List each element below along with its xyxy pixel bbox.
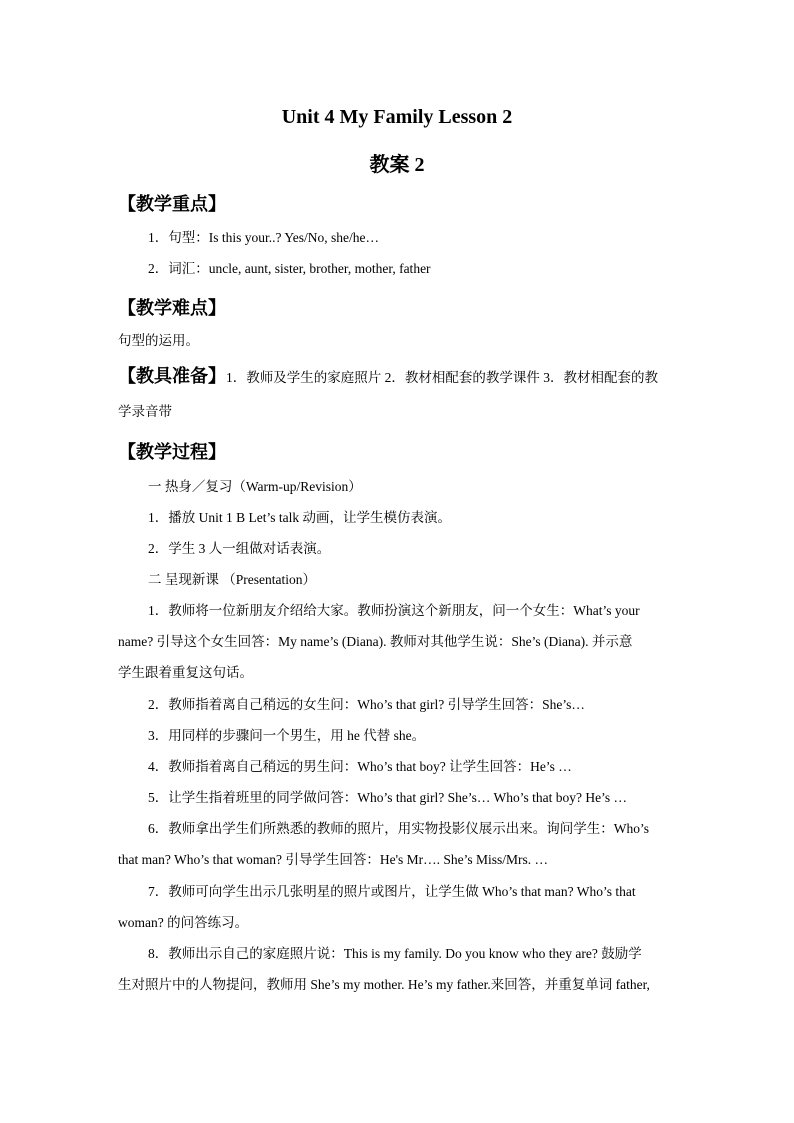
process-heading: 【教学过程】 [118, 442, 226, 462]
document-subtitle: 教案 2 [369, 154, 425, 176]
process-line: that man? Who’s that woman? 引导学生回答：He's Mr…. She’s Miss/Mrs. … [118, 852, 549, 867]
process-line: 7．教师可向学生出示几张明星的照片或图片，让学生做 Who’s that man? Who’s that [148, 884, 636, 899]
difficulties-text: 句型的运用。 [118, 333, 199, 348]
process-line: name? 引导这个女生回答：My name’s (Diana). 教师对其他学生说：She’s (Diana). 并示意 [118, 634, 633, 649]
key-point-item: 2．词汇：uncle, aunt, sister, brother, mother, father [148, 261, 431, 276]
process-line: 二 呈现新课 （Presentation） [148, 572, 316, 587]
preparation-text: 1．教师及学生的家庭照片 2．教材相配套的教学课件 3．教材相配套的教 [226, 370, 658, 385]
process-line: 生对照片中的人物提问，教师用 She’s my mother. He’s my father.来回答，并重复单词 father, [118, 977, 650, 992]
preparation-line [118, 368, 658, 386]
process-line: 学生跟着重复这句话。 [118, 665, 253, 680]
process-line: 5．让学生指着班里的同学做问答：Who’s that girl? She’s… Who’s that boy? He’s … [148, 790, 627, 805]
process-line: 1．教师将一位新朋友介绍给大家。教师扮演这个新朋友，问一个女生：What’s your [148, 603, 640, 618]
process-line: 8．教师出示自己的家庭照片说：This is my family. Do you know who they are? 鼓励学 [148, 946, 642, 961]
process-line: 4．教师指着离自己稍远的男生问：Who’s that boy? 让学生回答：He’s … [148, 759, 572, 774]
preparation-heading: 【教具准备】 [118, 366, 226, 386]
process-line: 一 热身／复习（Warm-up/Revision） [148, 479, 362, 494]
process-line: woman? 的问答练习。 [118, 915, 249, 930]
difficulties-heading: 【教学难点】 [118, 298, 226, 318]
key-point-item: 1．句型：Is this your..? Yes/No, she/he… [148, 230, 380, 245]
process-line: 3．用同样的步骤问一个男生，用 he 代替 she。 [148, 728, 426, 743]
key-points-heading: 【教学重点】 [118, 194, 226, 214]
process-line: 1．播放 Unit 1 B Let’s talk 动画，让学生模仿表演。 [148, 510, 451, 525]
preparation-text-cont: 学录音带 [118, 404, 172, 419]
process-line: 6．教师拿出学生们所熟悉的教师的照片，用实物投影仪展示出来。询问学生：Who’s [148, 821, 649, 836]
process-line: 2．教师指着离自己稍远的女生问：Who’s that girl? 引导学生回答：She’s… [148, 697, 585, 712]
process-line: 2．学生 3 人一组做对话表演。 [148, 541, 331, 556]
document-title: Unit 4 My Family Lesson 2 [281, 106, 513, 128]
